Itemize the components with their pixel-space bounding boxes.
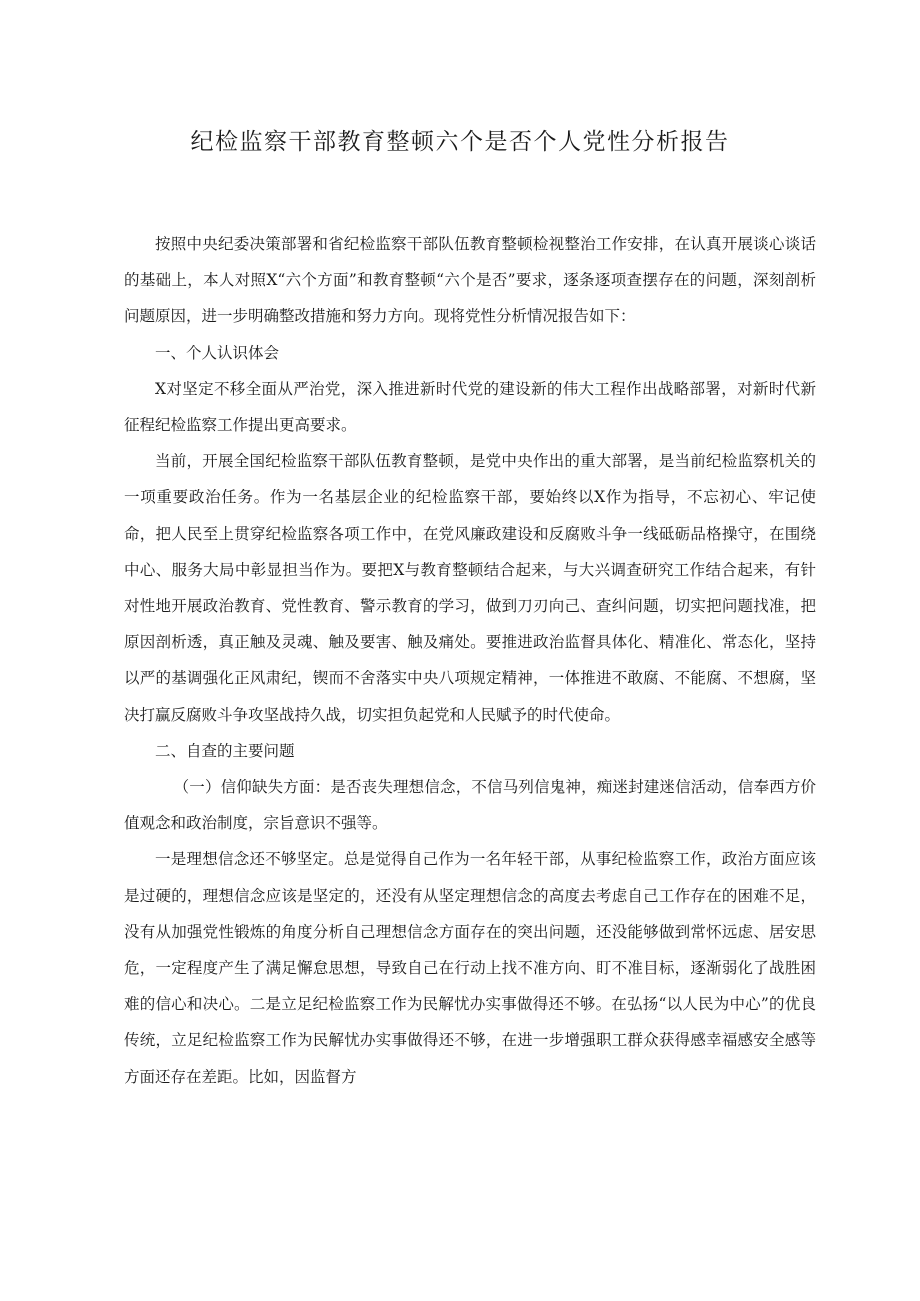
document-title: 纪检监察干部教育整顿六个是否个人党性分析报告 — [190, 129, 730, 155]
intro-paragraph: 按照中央纪委决策部署和省纪检监察干部队伍教育整顿检视整治工作安排，在认真开展谈心谈话的基础上，本人对照X“六个方面”和教育整顿“六个是否”要求，逐条逐项查摆存在的问题，深刻剖析问题原因，进一步明确整改措施和努力方向。现将党性分析情况报告如下： — [124, 235, 816, 326]
section-heading-2: 二、自查的主要问题 — [155, 741, 295, 760]
document-body — [124, 226, 816, 1095]
section-heading-1: 一、个人认识体会 — [155, 343, 280, 362]
body-paragraph: 当前，开展全国纪检监察干部队伍教育整顿，是党中央作出的重大部署，是当前纪检监察机关的一项重要政治任务。作为一名基层企业的纪检监察干部，要始终以X作为指导，不忘初心、牢记使命，把人民至上贯穿纪检监察各项工作中，在党风廉政建设和反腐败斗争一线砥砺品格操守，在围绕中心、服务大局中彰显担当作为。要把X与教育整顿结合起来，与大兴调查研究工作结合起来，有针对性地开展政治教育、党性教育、警示教育的学习，做到刀刃向己、查纠问题，切实把问题找准，把原因剖析透，真正触及灵魂、触及要害、触及痛处。要推进政治监督具体化、精准化、常态化，坚持以严的基调强化正风肃纪，锲而不舍落实中央八项规定精神，一体推进不敢腐、不能腐、不想腐，坚决打赢反腐败斗争攻坚战持久战，切实担负起党和人民赋予的时代使命。 — [124, 452, 816, 724]
subsection-heading-1: （一）信仰缺失方面：是否丧失理想信念，不信马列信鬼神，痴迷封建迷信活动，信奉西方价值观念和政治制度，宗旨意识不强等。 — [124, 778, 816, 833]
body-paragraph: X对坚定不移全面从严治党，深入推进新时代党的建设新的伟大工程作出战略部署，对新时代新征程纪检监察工作提出更高要求。 — [124, 379, 816, 435]
body-paragraph: 一是理想信念还不够坚定。总是觉得自己作为一名年轻干部，从事纪检监察工作，政治方面应该是过硬的，理想信念应该是坚定的，还没有从坚定理想信念的高度去考虑自己工作存在的困难不足，没有从加强党性锻炼的角度分析自己理想信念方面存在的突出问题，还没能够做到常怀远虑、居安思危，一定程度产生了满足懈怠思想，导致自己在行动上找不准方向、盯不准目标，逐渐弱化了战胜困难的信心和决心。二是立足纪检监察工作为民解忧办实事做得还不够。在弘扬“以人民为中心”的优良传统，立足纪检监察工作为民解忧办实事做得还不够，在进一步增强职工群众获得感幸福感安全感等方面还存在差距。比如，因监督方 — [124, 850, 816, 1086]
